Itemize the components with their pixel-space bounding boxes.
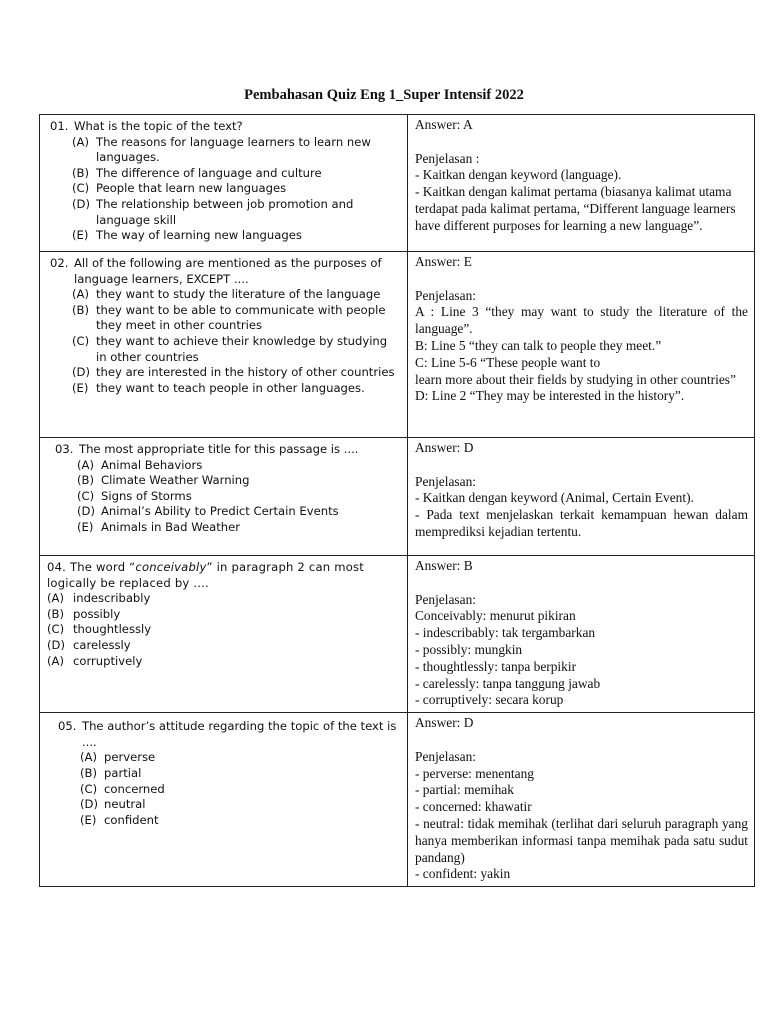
question-text: 04. The word “conceivably” in paragraph 2 can most logically be replaced by .... (47, 560, 364, 590)
explanation-line: - partial: memihak (415, 782, 514, 798)
table-row (40, 713, 755, 887)
answer-label: Answer: B (415, 558, 473, 573)
explanation-line: - Kaitkan dengan keyword (Animal, Certain Event). (415, 490, 694, 506)
option: (A) The reasons for language learners to learn new languages. (72, 134, 371, 165)
explanation-heading: Penjelasan: (415, 473, 476, 489)
table-row (40, 438, 755, 556)
table-row (40, 556, 755, 713)
option: (C) concerned (80, 781, 165, 796)
question-number: 02. (50, 256, 69, 270)
answer-label: Answer: D (415, 715, 474, 731)
option: (E) they want to teach people in other languages. (72, 380, 365, 395)
question-text: The most appropriate title for this passage is .... (79, 442, 359, 456)
explanation-line: - concerned: khawatir (415, 799, 532, 815)
option: (B) they want to be able to communicate with people they meet in other countries (72, 302, 386, 333)
option: (D) The relationship between job promotion and language skill (72, 196, 354, 227)
question-text: All of the following are mentioned as the purposes of language learners, EXCEPT .... (74, 256, 382, 286)
explanation-line: - neutral: tidak memihak (terlihat dari seluruh paragraph yang hanya memberikan informasi tanpa memihak pada satu sudut pandang) (415, 815, 748, 865)
option: (A) corruptively (47, 653, 143, 668)
answer-cell (408, 556, 755, 713)
question-text: The author’s attitude regarding the topic of the text is .... (82, 719, 397, 749)
question-cell (40, 252, 408, 438)
explanation-line: - Pada text menjelaskan terkait kemampuan hewan dalam memprediksi kejadian tertentu. (415, 507, 748, 539)
answer-label: Answer: E (415, 254, 472, 269)
explanation-line: - possibly: mungkin (415, 641, 523, 657)
explanation-line: - confident: yakin (415, 866, 511, 882)
question-cell (40, 438, 408, 556)
question-cell (40, 713, 408, 887)
option: (A) they want to study the literature of the language (72, 287, 381, 302)
answer-label: Answer: D (415, 440, 474, 455)
explanation-line: - perverse: menentang (415, 765, 534, 781)
table-row (40, 115, 755, 252)
option: (E) The way of learning new languages (72, 228, 302, 243)
answer-cell (408, 713, 755, 887)
question-number: 01. (50, 119, 69, 133)
option: (C) People that learn new languages (72, 181, 287, 196)
explanation-line: D: Line 2 “They may be interested in the history”. (415, 388, 685, 404)
explanation-heading: Penjelasan: (415, 287, 476, 303)
option: (A) Animal Behaviors (77, 457, 203, 472)
option: (D) carelessly (47, 637, 131, 652)
explanation-line: - corruptively: secara korup (415, 692, 564, 708)
answer-label: Answer: A (415, 117, 473, 132)
option: (D) neutral (80, 797, 146, 812)
option: (E) confident (80, 812, 159, 827)
page-title: Pembahasan Quiz Eng 1_Super Intensif 2022 (244, 87, 524, 103)
explanation-heading: Penjelasan: (415, 591, 476, 607)
question-text: What is the topic of the text? (74, 119, 243, 133)
quiz-table (39, 114, 755, 887)
explanation-line: B: Line 5 “they can talk to people they meet.” (415, 337, 662, 353)
explanation-line: - indescribably: tak tergambarkan (415, 625, 596, 641)
option: (D) they are interested in the history of other countries (72, 365, 395, 380)
answer-cell (408, 252, 755, 438)
explanation-line: - Kaitkan dengan kalimat pertama (biasanya kalimat utama terdapat pada kalimat pertama, “Different language learners have different purposes for learning a new language”. (415, 184, 736, 233)
answer-cell (408, 438, 755, 556)
option: (C) thoughtlessly (47, 622, 152, 637)
question-cell (40, 556, 408, 713)
option: (E) Animals in Bad Weather (77, 519, 241, 534)
option: (D) Animal’s Ability to Predict Certain Events (77, 504, 339, 519)
question-cell (40, 115, 408, 252)
explanation-line: C: Line 5-6 “These people want to (415, 354, 601, 370)
option: (C) Signs of Storms (77, 488, 192, 503)
option: (A) perverse (80, 750, 156, 765)
option: (C) they want to achieve their knowledge by studying in other countries (72, 333, 388, 364)
question-number: 03. (55, 442, 74, 456)
table-row (40, 252, 755, 438)
explanation-heading: Penjelasan: (415, 748, 476, 764)
explanation-line: - Kaitkan dengan keyword (language). (415, 167, 622, 183)
option: (B) possibly (47, 606, 121, 621)
question-number: 04. (47, 560, 67, 574)
option: (B) partial (80, 765, 142, 780)
explanation-line: - carelessly: tanpa tanggung jawab (415, 675, 601, 691)
option: (B) Climate Weather Warning (77, 473, 250, 488)
option: (B) The difference of language and culture (72, 165, 322, 180)
answer-cell (408, 115, 755, 252)
explanation-line: - thoughtlessly: tanpa berpikir (415, 658, 577, 674)
explanation-line: A : Line 3 “they may want to study the literature of the language”. (415, 304, 748, 337)
keyword-conceivably: conceivably (135, 560, 207, 574)
explanation-heading: Penjelasan : (415, 150, 480, 166)
explanation-line: learn more about their fields by studying in other countries” (415, 371, 736, 387)
question-number: 05. (58, 719, 77, 734)
option: (A) indescribably (47, 591, 151, 606)
explanation-line: Conceivably: menurut pikiran (415, 608, 576, 624)
